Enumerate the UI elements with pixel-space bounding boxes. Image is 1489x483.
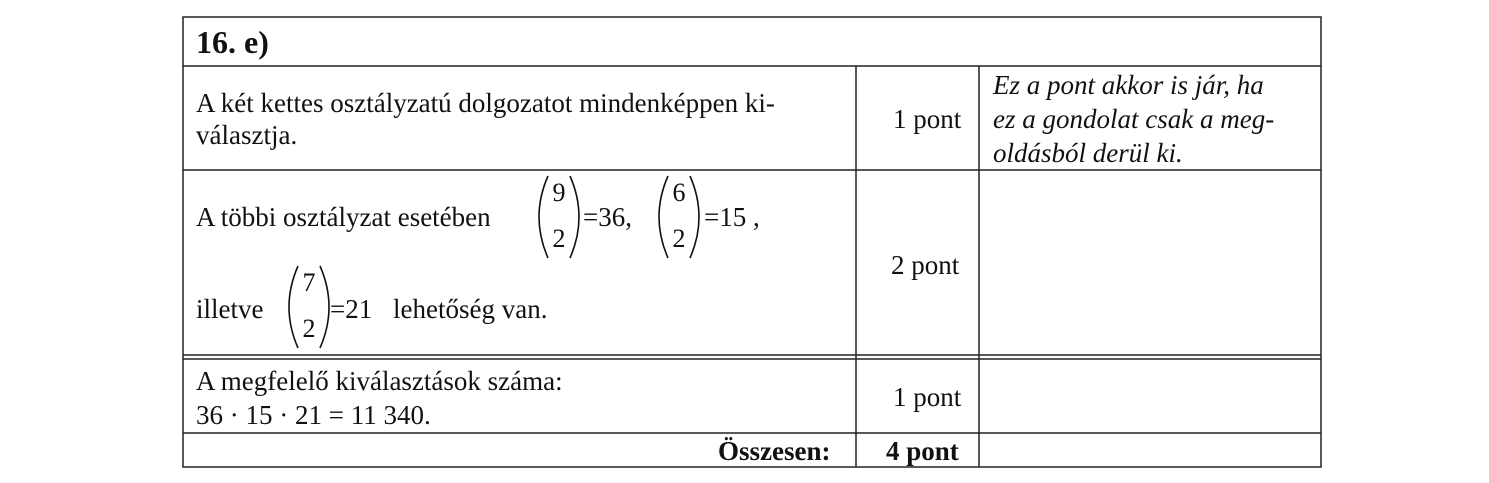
row1-description-line2: választja.: [196, 120, 298, 150]
row2-text-prefix: A többi osztályzat esetében: [196, 202, 491, 232]
binom3-result: =21: [330, 294, 373, 324]
row1-note-line1: Ez a pont akkor is jár, ha: [993, 70, 1264, 100]
row2-line2-suffix: lehetőség van.: [393, 294, 548, 324]
row2-line2-prefix: illetve: [196, 294, 264, 324]
binom2-n: 6: [672, 178, 686, 207]
row1-score: 1 pont: [893, 104, 962, 134]
row1-description-line1: A két kettes osztályzatú dolgozatot mindenképpen ki-: [196, 88, 775, 118]
total-score: 4 pont: [886, 436, 959, 466]
binom3-k: 2: [302, 314, 316, 343]
binom1-k: 2: [552, 224, 566, 253]
binom3-n: 7: [302, 268, 316, 297]
binom1-result: =36,: [583, 202, 632, 232]
task-title: 16. e): [196, 24, 269, 60]
binom1-n: 9: [552, 178, 566, 207]
binom2-result: =15 ,: [704, 202, 760, 232]
row3-description-line1: A megfelelő kiválasztások száma:: [196, 366, 563, 396]
row1-note-line3: oldásból derül ki.: [993, 138, 1183, 168]
total-label: Összesen:: [718, 436, 831, 466]
row2-score: 2 pont: [891, 250, 960, 280]
row3-description-line2: 36 · 15 · 21 = 11 340.: [196, 400, 431, 430]
binom2-k: 2: [672, 224, 686, 253]
row3-score: 1 pont: [893, 382, 962, 412]
row1-note-line2: ez a gondolat csak a meg-: [993, 104, 1275, 134]
